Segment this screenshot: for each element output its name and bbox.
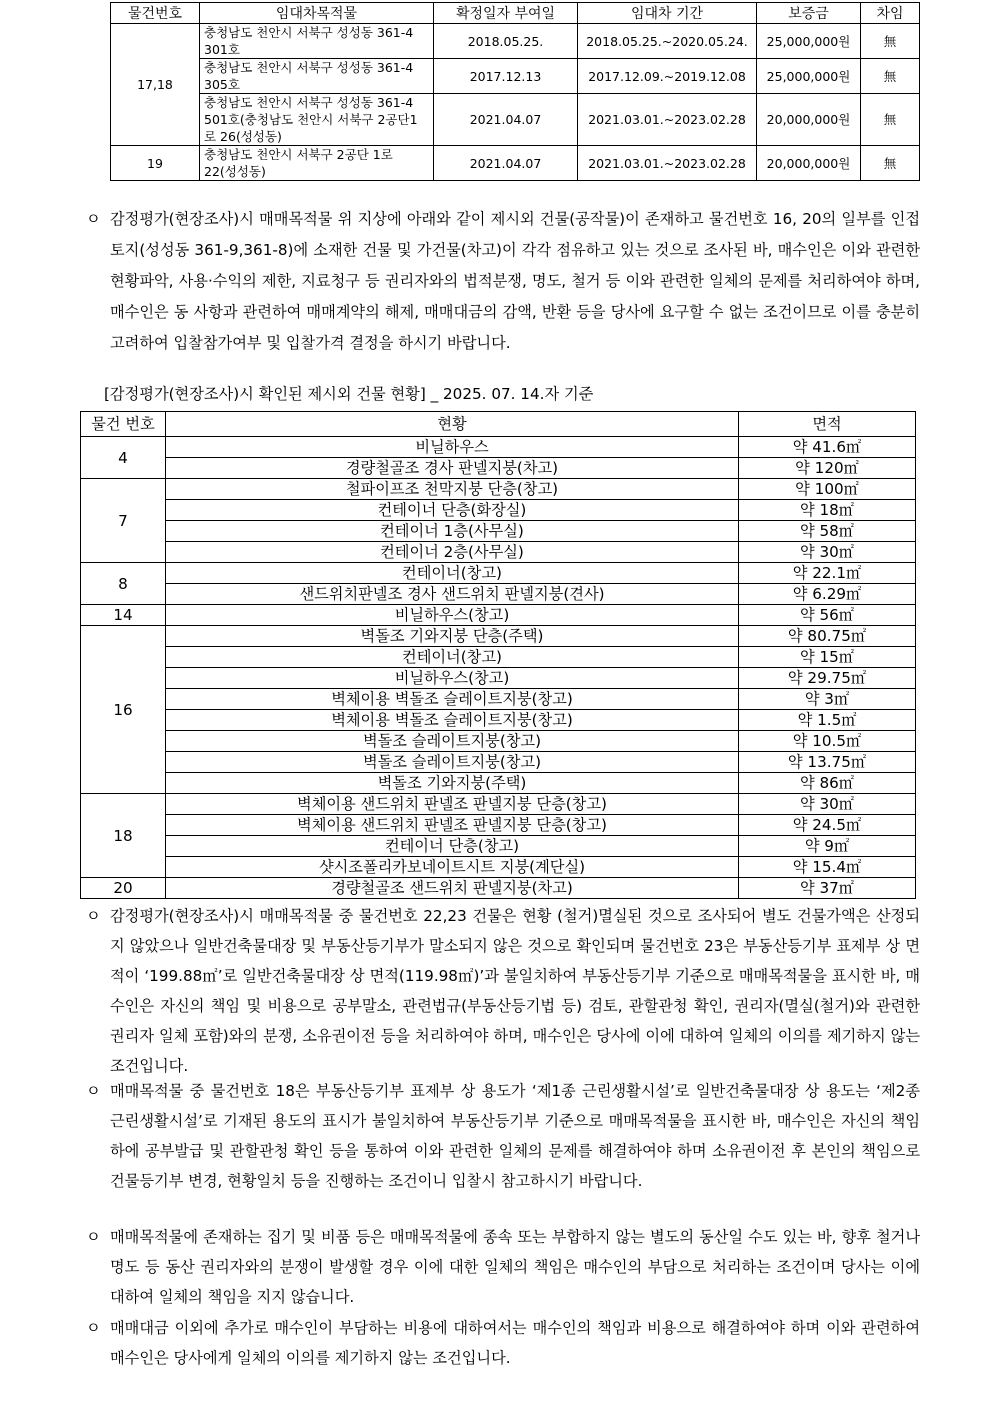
table-row: [81, 710, 916, 731]
fixed-date-cell: 2021.04.07: [434, 146, 578, 181]
lease-table-header: [111, 3, 920, 24]
building-status-cell: 벽돌조 기와지붕(주택): [166, 773, 739, 794]
bullet: ㅇ: [86, 210, 101, 228]
table-row: [81, 437, 916, 458]
building-status-cell: 벽체이용 벽돌조 슬레이트지붕(창고): [166, 710, 739, 731]
fixed-date-cell: 2018.05.25.: [434, 24, 578, 59]
header-deposit: 보증금: [757, 3, 861, 24]
building-status-cell: 벽체이용 샌드위치 판넬조 판넬지붕 단층(창고): [166, 794, 739, 815]
note-paragraph-3: [80, 1076, 920, 1196]
area-cell: 약 6.29㎡: [739, 584, 916, 605]
area-cell: 약 37㎡: [739, 878, 916, 899]
item-number-cell: 4: [81, 437, 166, 479]
area-cell: 약 56㎡: [739, 605, 916, 626]
area-cell: 약 15㎡: [739, 647, 916, 668]
area-cell: 약 29.75㎡: [739, 668, 916, 689]
building-table-header: [81, 412, 916, 437]
table-row: [81, 857, 916, 878]
table-row: [111, 24, 920, 59]
building-status-cell: 철파이프조 천막지붕 단층(창고): [166, 479, 739, 500]
item-number-cell: 14: [81, 605, 166, 626]
table-row: [81, 815, 916, 836]
bullet: ㅇ: [86, 907, 101, 925]
table-row: [81, 731, 916, 752]
building-status-cell: 컨테이너 단층(창고): [166, 836, 739, 857]
area-cell: 약 24.5㎡: [739, 815, 916, 836]
table-row: [81, 542, 916, 563]
note-text: 매매목적물에 존재하는 집기 및 비품 등은 매매목적물에 종속 또는 부합하지 않는 별도의 동산일 수도 있는 바, 향후 철거나 명도 등 동산 권리자와의 분쟁이 발생할 경우 이에 대한 일체의 책임은 매수인의 부담으로 처리하는 조건이며 당사는 이에 대하여 일체의 책임을 지지 않습니다.: [110, 1228, 920, 1306]
building-status-cell: 컨테이너(창고): [166, 647, 739, 668]
building-status-cell: 컨테이너 단층(화장실): [166, 500, 739, 521]
table-row: [111, 94, 920, 146]
area-cell: 약 100㎡: [739, 479, 916, 500]
table-caption: [감정평가(현장조사)시 확인된 제시외 건물 현황] _ 2025. 07. 14.자 기준: [104, 385, 594, 403]
building-status-cell: 컨테이너 2층(사무실): [166, 542, 739, 563]
building-table: [80, 411, 916, 899]
table-row: [81, 752, 916, 773]
item-number-cell: 8: [81, 563, 166, 605]
item-number-cell: 20: [81, 878, 166, 899]
rent-cell: 無: [861, 24, 920, 59]
note-paragraph-2: [80, 901, 920, 1081]
deposit-cell: 20,000,000원: [757, 146, 861, 181]
area-cell: 약 30㎡: [739, 794, 916, 815]
building-status-cell: 샌드위치판넬조 경사 샌드위치 판넬지붕(견사): [166, 584, 739, 605]
area-cell: 약 9㎡: [739, 836, 916, 857]
note-paragraph-5: [80, 1313, 920, 1373]
header-item-no: 물건 번호: [81, 412, 166, 437]
header-rent: 차임: [861, 3, 920, 24]
building-status-cell: 경량철골조 경사 판넬지붕(차고): [166, 458, 739, 479]
building-status-cell: 샷시조폴리카보네이트시트 지붕(계단실): [166, 857, 739, 878]
lease-table: [110, 2, 920, 181]
building-status-cell: 벽체이용 샌드위치 판넬조 판넬지붕 단층(창고): [166, 815, 739, 836]
table-row: [81, 647, 916, 668]
building-status-cell: 비닐하우스(창고): [166, 668, 739, 689]
item-number-cell: 19: [111, 146, 200, 181]
header-target: 임대차목적물: [200, 3, 434, 24]
note-paragraph-4: [80, 1222, 920, 1312]
building-status-cell: 벽돌조 슬레이트지붕(창고): [166, 731, 739, 752]
table-row: [81, 584, 916, 605]
item-number-cell: 17,18: [111, 24, 200, 146]
note-text: 감정평가(현장조사)시 매매목적물 위 지상에 아래와 같이 제시외 건물(공작물)이 존재하고 물건번호 16, 20의 일부를 인접토지(성성동 361-9,361-8)에 소재한 건물 및 가건물(차고)이 각각 점유하고 있는 것으로 조사된 바, 매수인은 이와 관련한 현황파악, 사용·수익의 제한, 지료청구 등 권리자와의 법적분쟁, 명도, 철거 등 이와 관련한 일체의 문제를 처리하여야 하며, 매수인은 동 사항과 관련하여 매매계약의 해제, 매매대금의 감액, 반환 등을 당사에 요구할 수 없는 조건이므로 이를 충분히 고려하여 입찰참가여부 및 입찰가격 결정을 하시기 바랍니다.: [110, 210, 920, 352]
building-status-cell: 컨테이너 1층(사무실): [166, 521, 739, 542]
lease-period-cell: 2021.03.01.~2023.02.28: [578, 146, 757, 181]
item-number-cell: 16: [81, 626, 166, 794]
building-status-cell: 컨테이너(창고): [166, 563, 739, 584]
bullet: ㅇ: [86, 1319, 101, 1337]
bullet: ㅇ: [86, 1082, 101, 1100]
rent-cell: 無: [861, 59, 920, 94]
lease-target-cell: 충청남도 천안시 서북구 2공단 1로 22(성성동): [200, 146, 434, 181]
lease-period-cell: 2021.03.01.~2023.02.28: [578, 94, 757, 146]
area-cell: 약 86㎡: [739, 773, 916, 794]
building-status-cell: 비닐하우스(창고): [166, 605, 739, 626]
table-row: [81, 689, 916, 710]
table-row: [81, 479, 916, 500]
item-number-cell: 7: [81, 479, 166, 563]
area-cell: 약 3㎡: [739, 689, 916, 710]
table-row: [81, 878, 916, 899]
note-paragraph-1: [80, 204, 920, 359]
area-cell: 약 15.4㎡: [739, 857, 916, 878]
building-status-cell: 벽체이용 벽돌조 슬레이트지붕(창고): [166, 689, 739, 710]
deposit-cell: 25,000,000원: [757, 24, 861, 59]
rent-cell: 無: [861, 146, 920, 181]
header-status: 현황: [166, 412, 739, 437]
area-cell: 약 58㎡: [739, 521, 916, 542]
deposit-cell: 20,000,000원: [757, 94, 861, 146]
rent-cell: 無: [861, 94, 920, 146]
area-cell: 약 120㎡: [739, 458, 916, 479]
header-item-no: 물건번호: [111, 3, 200, 24]
item-number-cell: 18: [81, 794, 166, 878]
header-period: 임대차 기간: [578, 3, 757, 24]
table-row: [81, 836, 916, 857]
table-row: [81, 500, 916, 521]
table-row: [81, 668, 916, 689]
bullet: ㅇ: [86, 1228, 101, 1246]
table-row: [81, 626, 916, 647]
note-text: 매매목적물 중 물건번호 18은 부동산등기부 표제부 상 용도가 ‘제1종 근린생활시설’로 일반건축물대장 상 용도는 ‘제2종 근린생활시설’로 기재된 용도의 표시가 불일치하여 부동산등기부 기준으로 매매목적물을 표시한 바, 매수인은 자신의 책임하에 공부발급 및 관할관청 확인 등을 통하여 이와 관련한 일체의 문제를 해결하여야 하며 소유권이전 후 본인의 책임으로 건물등기부 변경, 현황일치 등을 진행하는 조건이니 입찰시 참고하시기 바랍니다.: [110, 1082, 920, 1190]
fixed-date-cell: 2021.04.07: [434, 94, 578, 146]
table-row: [81, 794, 916, 815]
table-row: [81, 773, 916, 794]
table-row: [111, 59, 920, 94]
note-text: 매매대금 이외에 추가로 매수인이 부담하는 비용에 대하여서는 매수인의 책임과 비용으로 해결하여야 하며 이와 관련하여 매수인은 당사에게 일체의 이의를 제기하지 않는 조건입니다.: [110, 1319, 920, 1367]
deposit-cell: 25,000,000원: [757, 59, 861, 94]
table-row: [111, 146, 920, 181]
area-cell: 약 10.5㎡: [739, 731, 916, 752]
area-cell: 약 80.75㎡: [739, 626, 916, 647]
lease-period-cell: 2018.05.25.~2020.05.24.: [578, 24, 757, 59]
lease-target-cell: 충청남도 천안시 서북구 성성동 361-4 501호(충청남도 천안시 서북구 2공단1로 26(성성동): [200, 94, 434, 146]
table-row: [81, 605, 916, 626]
table-row: [81, 458, 916, 479]
area-cell: 약 18㎡: [739, 500, 916, 521]
building-status-cell: 벽돌조 기와지붕 단층(주택): [166, 626, 739, 647]
area-cell: 약 22.1㎡: [739, 563, 916, 584]
building-status-cell: 벽돌조 슬레이트지붕(창고): [166, 752, 739, 773]
note-text: 감정평가(현장조사)시 매매목적물 중 물건번호 22,23 건물은 현황 (철거)멸실된 것으로 조사되어 별도 건물가액은 산정되지 않았으나 일반건축물대장 및 부동산등기부가 말소되지 않은 것으로 확인되며 물건번호 23은 부동산등기부 표제부 상 면적이 ‘199.88㎡’로 일반건축물대장 상 면적(119.98㎡)’과 불일치하여 부동산등기부 기준으로 매매목적물을 표시한 바, 매수인은 자신의 책임 및 비용으로 공부말소, 관련법규(부동산등기법 등) 검토, 관할관청 확인, 권리자(멸실(철거)와 관련한 권리자 일체 포함)와의 분쟁, 소유권이전 등을 처리하여야 하며, 매수인은 당사에 이에 대하여 일체의 이의를 제기하지 않는 조건입니다.: [110, 907, 920, 1075]
lease-target-cell: 충청남도 천안시 서북구 성성동 361-4 301호: [200, 24, 434, 59]
lease-target-cell: 충청남도 천안시 서북구 성성동 361-4 305호: [200, 59, 434, 94]
area-cell: 약 1.5㎡: [739, 710, 916, 731]
lease-period-cell: 2017.12.09.~2019.12.08: [578, 59, 757, 94]
fixed-date-cell: 2017.12.13: [434, 59, 578, 94]
table-row: [81, 521, 916, 542]
header-area: 면적: [739, 412, 916, 437]
area-cell: 약 41.6㎡: [739, 437, 916, 458]
area-cell: 약 30㎡: [739, 542, 916, 563]
table-row: [81, 563, 916, 584]
header-date: 확정일자 부여일: [434, 3, 578, 24]
area-cell: 약 13.75㎡: [739, 752, 916, 773]
building-status-cell: 경량철골조 샌드위치 판넬지붕(차고): [166, 878, 739, 899]
building-status-cell: 비닐하우스: [166, 437, 739, 458]
